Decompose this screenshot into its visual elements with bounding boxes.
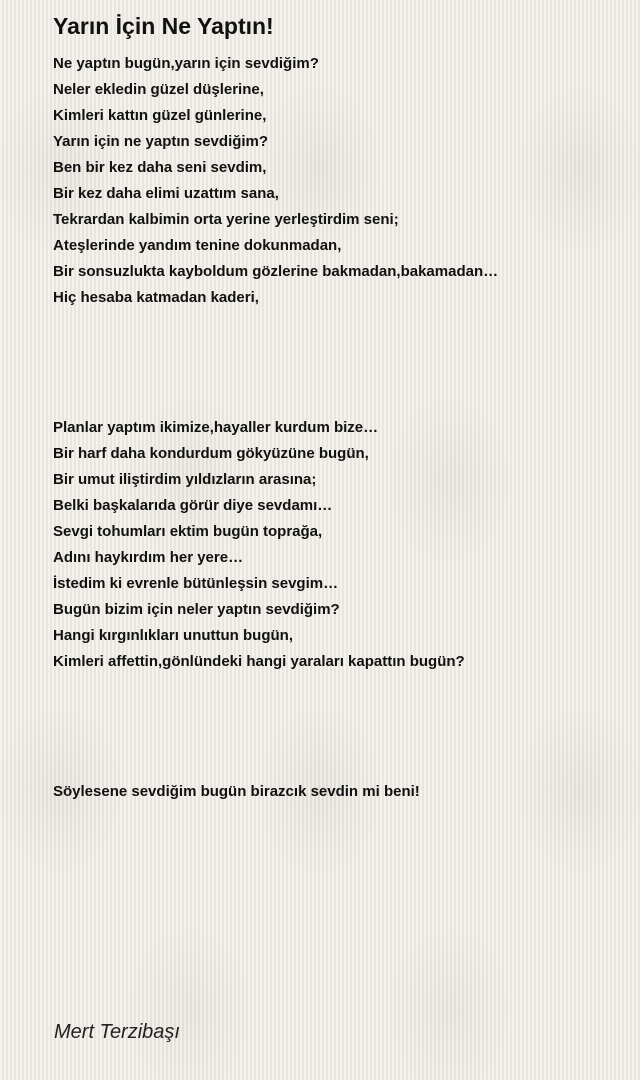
- poem-line: İstedim ki evrenle bütünleşsin sevgim…: [53, 575, 339, 592]
- poem-line: Bir harf daha kondurdum gökyüzüne bugün,: [53, 445, 369, 462]
- poem-body: [53, 51, 613, 805]
- stanza-3: [53, 779, 613, 805]
- stanza-1: [53, 51, 613, 311]
- poem-line: Kimleri kattın güzel günlerine,: [53, 107, 267, 124]
- poem-line: Tekrardan kalbimin orta yerine yerleştirdim seni;: [53, 211, 399, 228]
- poem-line: Ben bir kez daha seni sevdim,: [53, 159, 267, 176]
- poem-line: Sevgi tohumları ektim bugün toprağa,: [53, 523, 323, 540]
- poem-line: Bugün bizim için neler yaptın sevdiğim?: [53, 601, 340, 618]
- poem-line: Neler ekledin güzel düşlerine,: [53, 81, 264, 98]
- poem-line: Bir sonsuzlukta kayboldum gözlerine bakmadan,bakamadan…: [53, 263, 499, 280]
- poem-line: Adını haykırdım her yere…: [53, 549, 244, 566]
- poem-line: Söylesene sevdiğim bugün birazcık sevdin mi beni!: [53, 783, 420, 800]
- stanza-2: [53, 415, 613, 675]
- poem-line: Bir umut iliştirdim yıldızların arasına;: [53, 471, 317, 488]
- poem-line: Bir kez daha elimi uzattım sana,: [53, 185, 279, 202]
- poem-line: Hiç hesaba katmadan kaderi,: [53, 289, 259, 306]
- poem-line: Yarın için ne yaptın sevdiğim?: [53, 133, 269, 150]
- poem-line: Belki başkalarıda görür diye sevdamı…: [53, 497, 333, 514]
- poem-line: Kimleri affettin,gönlündeki hangi yaraları kapattın bugün?: [53, 653, 465, 670]
- poem-line: Ne yaptın bugün,yarın için sevdiğim?: [53, 55, 319, 72]
- poem-line: Ateşlerinde yandım tenine dokunmadan,: [53, 237, 342, 254]
- poem-title: Yarın İçin Ne Yaptın!: [53, 13, 274, 39]
- poem-line: Hangi kırgınlıkları unuttun bugün,: [53, 627, 293, 644]
- stanza-spacer: [53, 675, 613, 779]
- stanza-spacer: [53, 311, 613, 415]
- poem-line: Planlar yaptım ikimize,hayaller kurdum bize…: [53, 419, 379, 436]
- author-signature: Mert Terzibaşı: [54, 1021, 180, 1043]
